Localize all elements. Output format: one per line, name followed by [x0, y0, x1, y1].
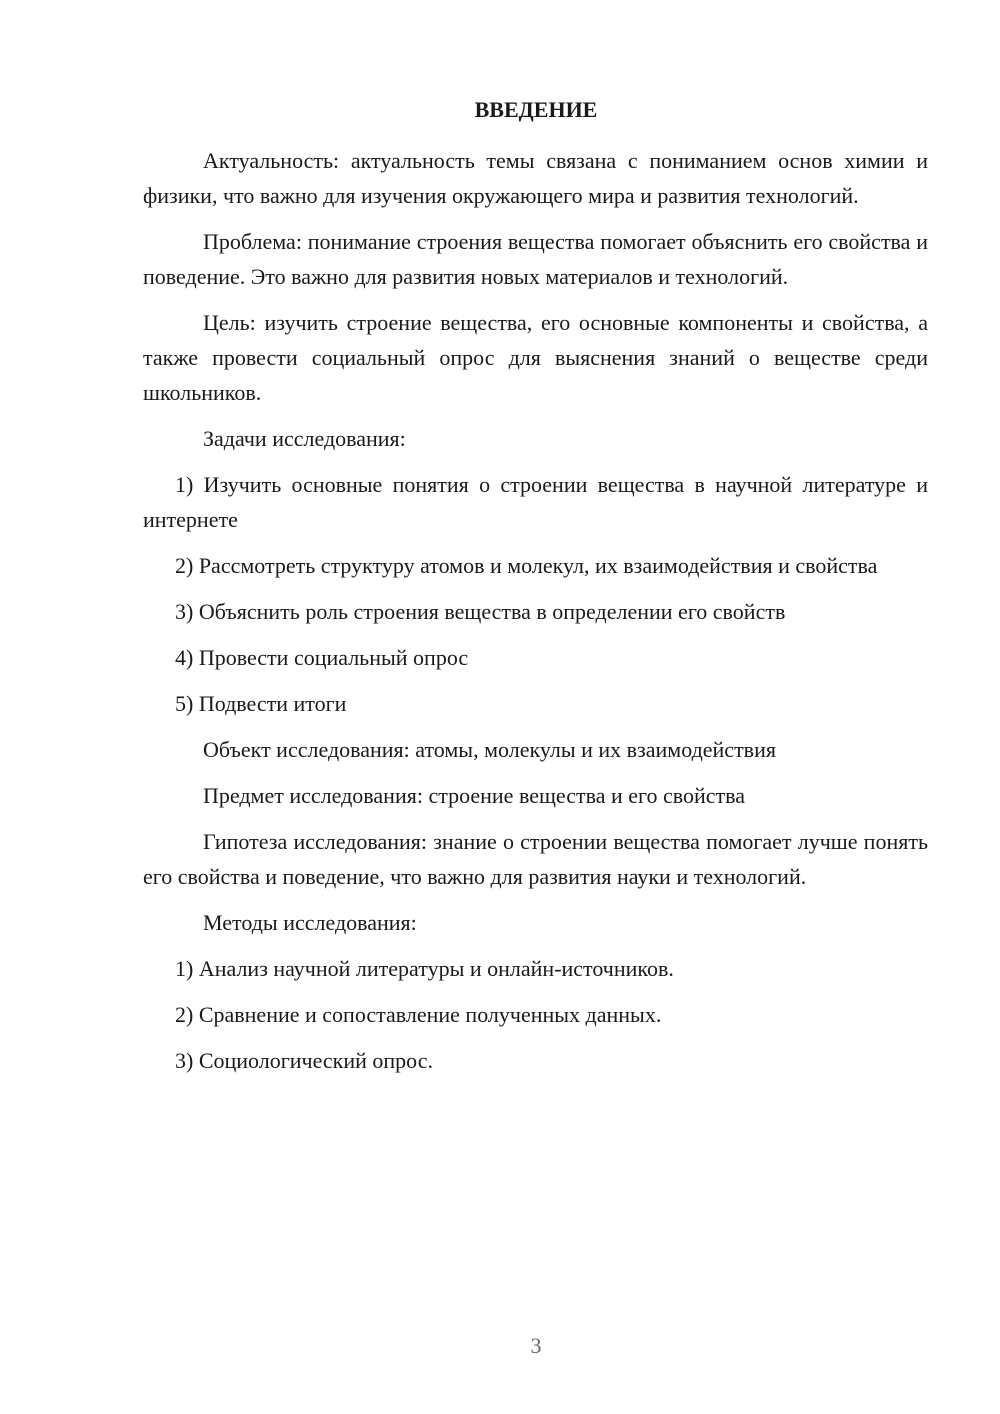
goal-paragraph: Цель: изучить строение вещества, его основные компоненты и свойства, а также провести социальный опрос для выяснения знаний о веществе среди школьников.	[143, 310, 928, 405]
relevance-paragraph: Актуальность: актуальность темы связана с пониманием основ химии и физики, что важно для изучения окружающего мира и развития технологий.	[143, 148, 928, 208]
method-item: 3) Социологический опрос.	[175, 1048, 433, 1073]
task-item: 4) Провести социальный опрос	[175, 645, 469, 670]
page-number: 3	[530, 1333, 542, 1358]
document-body	[143, 143, 928, 1089]
tasks-heading: Задачи исследования:	[203, 426, 406, 451]
methods-heading: Методы исследования:	[203, 910, 417, 935]
task-item: 3) Объяснить роль строения вещества в определении его свойств	[175, 599, 786, 624]
problem-paragraph: Проблема: понимание строения вещества помогает объяснить его свойства и поведение. Это важно для развития новых материалов и технологий.	[143, 229, 928, 289]
section-title: ВВЕДЕНИЕ	[474, 97, 598, 122]
hypothesis-paragraph: Гипотеза исследования: знание о строении вещества помогает лучше понять его свойства и поведение, что важно для развития науки и технологий.	[143, 829, 928, 889]
method-item: 2) Сравнение и сопоставление полученных данных.	[175, 1002, 662, 1027]
method-item: 1) Анализ научной литературы и онлайн-источников.	[175, 956, 674, 981]
object-paragraph: Объект исследования: атомы, молекулы и их взаимодействия	[203, 737, 776, 762]
task-item: 2) Рассмотреть структуру атомов и молекул, их взаимодействия и свойства	[175, 553, 878, 578]
subject-paragraph: Предмет исследования: строение вещества и его свойства	[203, 783, 745, 808]
task-item: 5) Подвести итоги	[175, 691, 347, 716]
task-item: 1) Изучить основные понятия о строении вещества в научной литературе и интернете	[143, 472, 928, 532]
